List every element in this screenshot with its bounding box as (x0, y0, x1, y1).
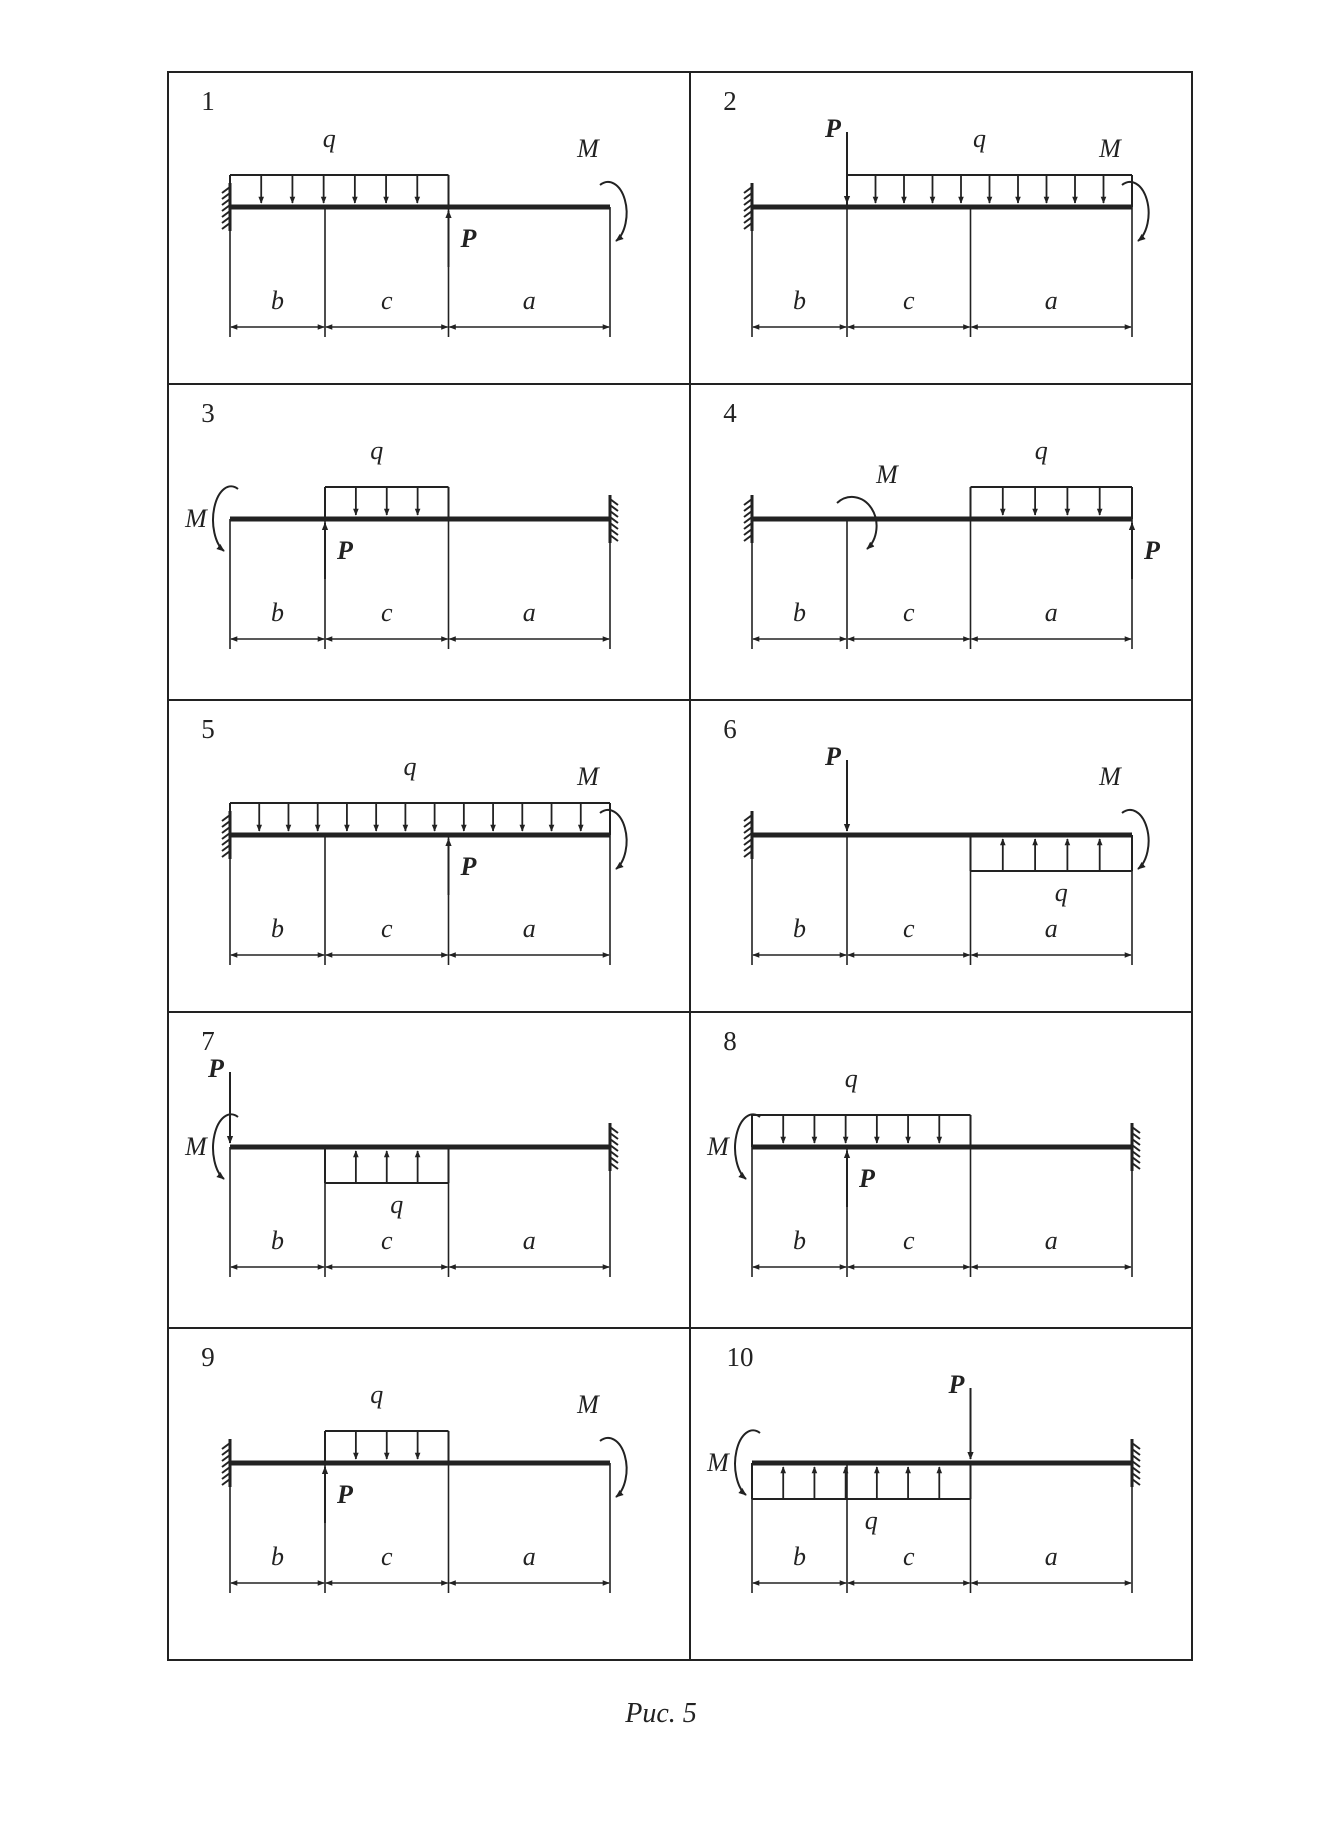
panel-10 (706, 1342, 1140, 1593)
distributed-load-q (847, 175, 1132, 207)
panel-7 (184, 1026, 618, 1277)
load-label-q: q (370, 436, 384, 465)
panel-3 (184, 398, 618, 649)
force-label-P: P (859, 1164, 875, 1193)
fixed-support (1132, 1439, 1140, 1487)
force-label-P: P (1144, 536, 1160, 565)
load-label-q: q (390, 1190, 404, 1219)
panel-number: 1 (201, 86, 215, 116)
fixed-support (222, 1439, 230, 1487)
dimension-label-c: c (380, 1226, 393, 1255)
load-label-q: q (1054, 878, 1068, 907)
load-label-q: q (403, 752, 417, 781)
moment-label-M: M (707, 1448, 729, 1477)
dimension-label-a: a (522, 1226, 536, 1255)
moment-label-M: M (185, 1132, 207, 1161)
load-label-q: q (844, 1064, 858, 1093)
fixed-support (744, 811, 752, 859)
dimension-label-b: b (793, 1226, 806, 1255)
moment-label-M: M (577, 134, 599, 163)
moment-arrow-M (1122, 182, 1149, 241)
panel-number: 5 (201, 714, 215, 744)
panel-9 (201, 1342, 626, 1593)
panel-number: 2 (723, 86, 737, 116)
distributed-load-q (752, 1463, 971, 1499)
dimension-label-b: b (271, 914, 284, 943)
dimension-label-b: b (793, 1542, 806, 1571)
dimension-label-c: c (902, 1226, 915, 1255)
dimension-label-c: c (902, 914, 915, 943)
panel-5 (201, 714, 626, 965)
force-label-P: P (337, 536, 353, 565)
moment-label-M: M (707, 1132, 729, 1161)
moment-arrow-M (600, 182, 627, 241)
load-label-q: q (973, 124, 986, 153)
moment-label-M: M (1099, 134, 1121, 163)
panel-number: 4 (723, 398, 737, 428)
dimension-label-c: c (380, 914, 393, 943)
distributed-load-q (230, 803, 610, 835)
distributed-load-q (971, 487, 1133, 519)
panel-number: 7 (201, 1026, 215, 1056)
dimension-label-b: b (793, 598, 806, 627)
moment-arrow-M (600, 1438, 627, 1497)
force-label-P: P (825, 114, 841, 143)
dimension-label-a: a (1044, 914, 1058, 943)
force-label-P: P (460, 852, 477, 881)
dimension-label-b: b (271, 598, 284, 627)
dimension-label-c: c (902, 1542, 915, 1571)
distributed-load-q (230, 175, 449, 207)
dimension-label-a: a (522, 286, 536, 315)
dimension-label-b: b (271, 1226, 284, 1255)
distributed-load-q (752, 1115, 971, 1147)
load-label-q: q (370, 1380, 384, 1409)
dimension-label-b: b (793, 914, 806, 943)
force-label-P: P (208, 1054, 224, 1083)
force-label-P: P (337, 1480, 353, 1509)
load-label-q: q (322, 124, 336, 153)
dimension-label-a: a (1044, 598, 1058, 627)
distributed-load-q (325, 1147, 449, 1183)
dimension-label-b: b (271, 286, 284, 315)
dimension-label-a: a (522, 598, 536, 627)
fixed-support (610, 495, 618, 543)
dimension-label-a: a (522, 1542, 536, 1571)
moment-arrow-M (837, 497, 877, 549)
panel-1 (201, 86, 626, 337)
fixed-support (744, 495, 752, 543)
dimension-label-c: c (380, 286, 393, 315)
dimension-label-a: a (1044, 286, 1058, 315)
panel-number: 8 (723, 1026, 737, 1056)
force-label-P: P (460, 224, 477, 253)
dimension-label-c: c (380, 1542, 393, 1571)
fixed-support (744, 183, 752, 231)
panel-4 (723, 398, 1161, 649)
fixed-support (1132, 1123, 1140, 1171)
panel-number: 9 (201, 1342, 215, 1372)
grid-outer-border (168, 72, 1192, 1660)
fixed-support (610, 1123, 618, 1171)
moment-label-M: M (577, 1390, 599, 1419)
dimension-label-b: b (271, 1542, 284, 1571)
dimension-label-a: a (1044, 1226, 1058, 1255)
panels (184, 86, 1161, 1593)
load-label-q: q (864, 1506, 878, 1535)
distributed-load-q (325, 1431, 449, 1463)
dimension-label-c: c (902, 598, 915, 627)
dimension-label-a: a (1044, 1542, 1058, 1571)
panel-number: 10 (726, 1342, 754, 1372)
fixed-support (222, 183, 230, 231)
force-label-P: P (948, 1370, 965, 1399)
panel-2 (723, 86, 1148, 337)
load-label-q: q (1034, 436, 1048, 465)
moment-arrow-M (1122, 810, 1149, 869)
panel-6 (723, 714, 1148, 965)
moment-label-M: M (876, 460, 898, 489)
dimension-label-b: b (793, 286, 806, 315)
moment-label-M: M (577, 762, 599, 791)
panel-number: 6 (723, 714, 737, 744)
dimension-label-c: c (380, 598, 393, 627)
force-label-P: P (825, 742, 841, 771)
fixed-support (222, 811, 230, 859)
dimension-label-a: a (522, 914, 536, 943)
dimension-label-c: c (902, 286, 915, 315)
distributed-load-q (971, 835, 1133, 871)
moment-label-M: M (185, 504, 207, 533)
moment-label-M: M (1099, 762, 1121, 791)
panel-number: 3 (201, 398, 215, 428)
figure-caption: Рис. 5 (625, 1698, 697, 1729)
panel-8 (706, 1026, 1140, 1277)
moment-arrow-M (600, 810, 627, 869)
table-grid (168, 72, 1192, 1660)
distributed-load-q (325, 487, 449, 519)
